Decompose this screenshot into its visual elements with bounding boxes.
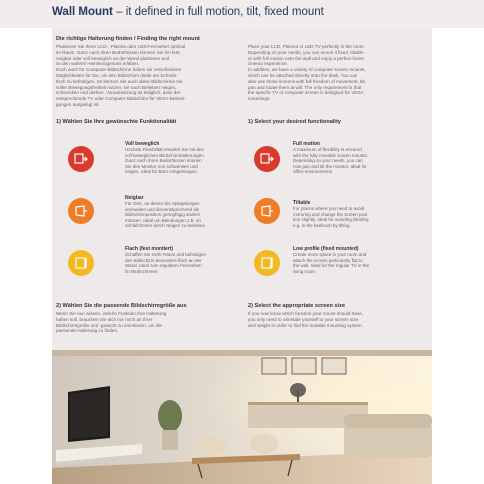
feature-title-low-profile-en: Low profile (fixed mounted): [293, 246, 359, 252]
feature-title-low-profile-de: Flach (fest montiert): [125, 246, 174, 252]
page-title: [52, 6, 324, 18]
tiltable-icon: [68, 198, 94, 224]
page-title-bold: Wall Mount: [52, 6, 113, 18]
section2-heading-en: 2) Select the appropriate screen size: [248, 303, 345, 309]
low-profile-icon: [68, 250, 94, 276]
feature-title-tiltable-en: Tiltable: [293, 200, 311, 206]
full-motion-icon: [68, 146, 94, 172]
intro-text-en: Place your LCD, Plasma or LED TV perfectly in the room. Depending on your needs, you can mount it fixed, tiltable or with full motion onto the wall and enjoy a perfect home cinema experience. In addition, we have a variety of computer screen mounts, which can be attached directly onto the desk. You can also use these screens with full freedom of movement, tilt, pan and rotate them at will. The only requirement is that the specific TV or computer screen is designed for VESA mountings.: [248, 44, 366, 102]
low-profile-icon: [254, 250, 280, 276]
feature-desc-full-motion-de: Höchste Flexibilität erwartet Sie mit den voll beweglichen Bildschirmhalterungen. Ganz nach Ihren Bedürfnissen können Sie den Monitor nun schwenken und neigen. Ideal für Büro-Umgebungen.: [125, 147, 206, 174]
content-panel: [52, 28, 432, 350]
size-text-de: Wenn Sie nun wissen, welche Funktion Ihre Halterung haben soll, brauchen Sie sich nur noch an Ihrer Bildschirmgröße und -gewicht zu orientieren, um die passende Halterung zu finden.: [56, 311, 167, 334]
living-room-photo: [52, 350, 432, 484]
feature-title-full-motion-en: Full motion: [293, 141, 320, 147]
section1-heading-de: 1) Wählen Sie Ihre gewünschte Funktionalität: [56, 119, 177, 125]
feature-desc-low-profile-en: Create more space in your room and attach the screen particularly flat to the wall. Ideal for the regular TV in the living room.: [293, 252, 369, 274]
section2-heading-de: 2) Wählen Sie die passende Bildschirmgröße aus: [56, 303, 187, 309]
feature-title-tiltable-de: Neigbar: [125, 195, 144, 201]
header-bar: [0, 0, 484, 28]
page-title-rest: – it defined in full motion, tilt, fixed mount: [112, 6, 324, 18]
feature-title-full-motion-de: Voll beweglich: [125, 141, 160, 147]
feature-desc-tiltable-en: For places where you need to avoid mirroring and change the screen posi- tion slightly. Ideal for avoiding blinding e.g. in the bedroom by tilting.: [293, 206, 369, 228]
feature-desc-tiltable-de: Für Orte, an denen Sie Spiegelungen vermeiden und dementsprechend die Bildschirmposition geringfügig ändern müssen. Ideal um Blendungen z.B. im Schlafzimmer durch Neigen zu beheben.: [125, 201, 207, 228]
feature-desc-low-profile-de: Schaffen Sie mehr Raum und befestigen den Bildschirm besonders flach an der Wand. Ideal zum regulären Fernsehen im Wohnzimmer.: [125, 252, 206, 274]
intro-text-de: Platzieren Sie Ihren LCD-, Plasma oder LED-Fernseher optimal im Raum. Ganz nach Ihren Bedürfnissen können Sie ihn fest, neigbar oder voll beweglich an der Wand platzieren und so den wahren Heimkinogenuss erleben. Doch auch für Computer-Bildschirme haben wir verschiedene Möglichkeiten für Sie, um den Bildschirm direkt am Schreib- tisch zu befestigen. So können Sie auch diese Bildschirme mit voller Bewegungsfreiheit nutzen, sie nach Belieben neigen, schwenken und drehen. Voraussetzung ist lediglich, dass der entsprechende TV oder Computer-Bildschirm für VESA-Befesti- gungen ausgelegt ist.: [56, 44, 186, 107]
full-motion-icon: [254, 146, 280, 172]
tiltable-icon: [254, 198, 280, 224]
size-text-en: If you now know which function your mount should have, you only need to orientate yourself to your screen size and weight in order to find the suitable mounting system.: [248, 311, 363, 328]
section-heading-intro: Die richtige Halterung finden / Finding the right mount: [56, 36, 200, 42]
feature-desc-full-motion-en: A maximum of flexibility is ensured with the fully movable screen mounts. Depending on your needs, you can now pan and tilt the monitor. Ideal for office environments.: [293, 147, 369, 174]
section1-heading-en: 1) Select your desired functionality: [248, 119, 341, 125]
